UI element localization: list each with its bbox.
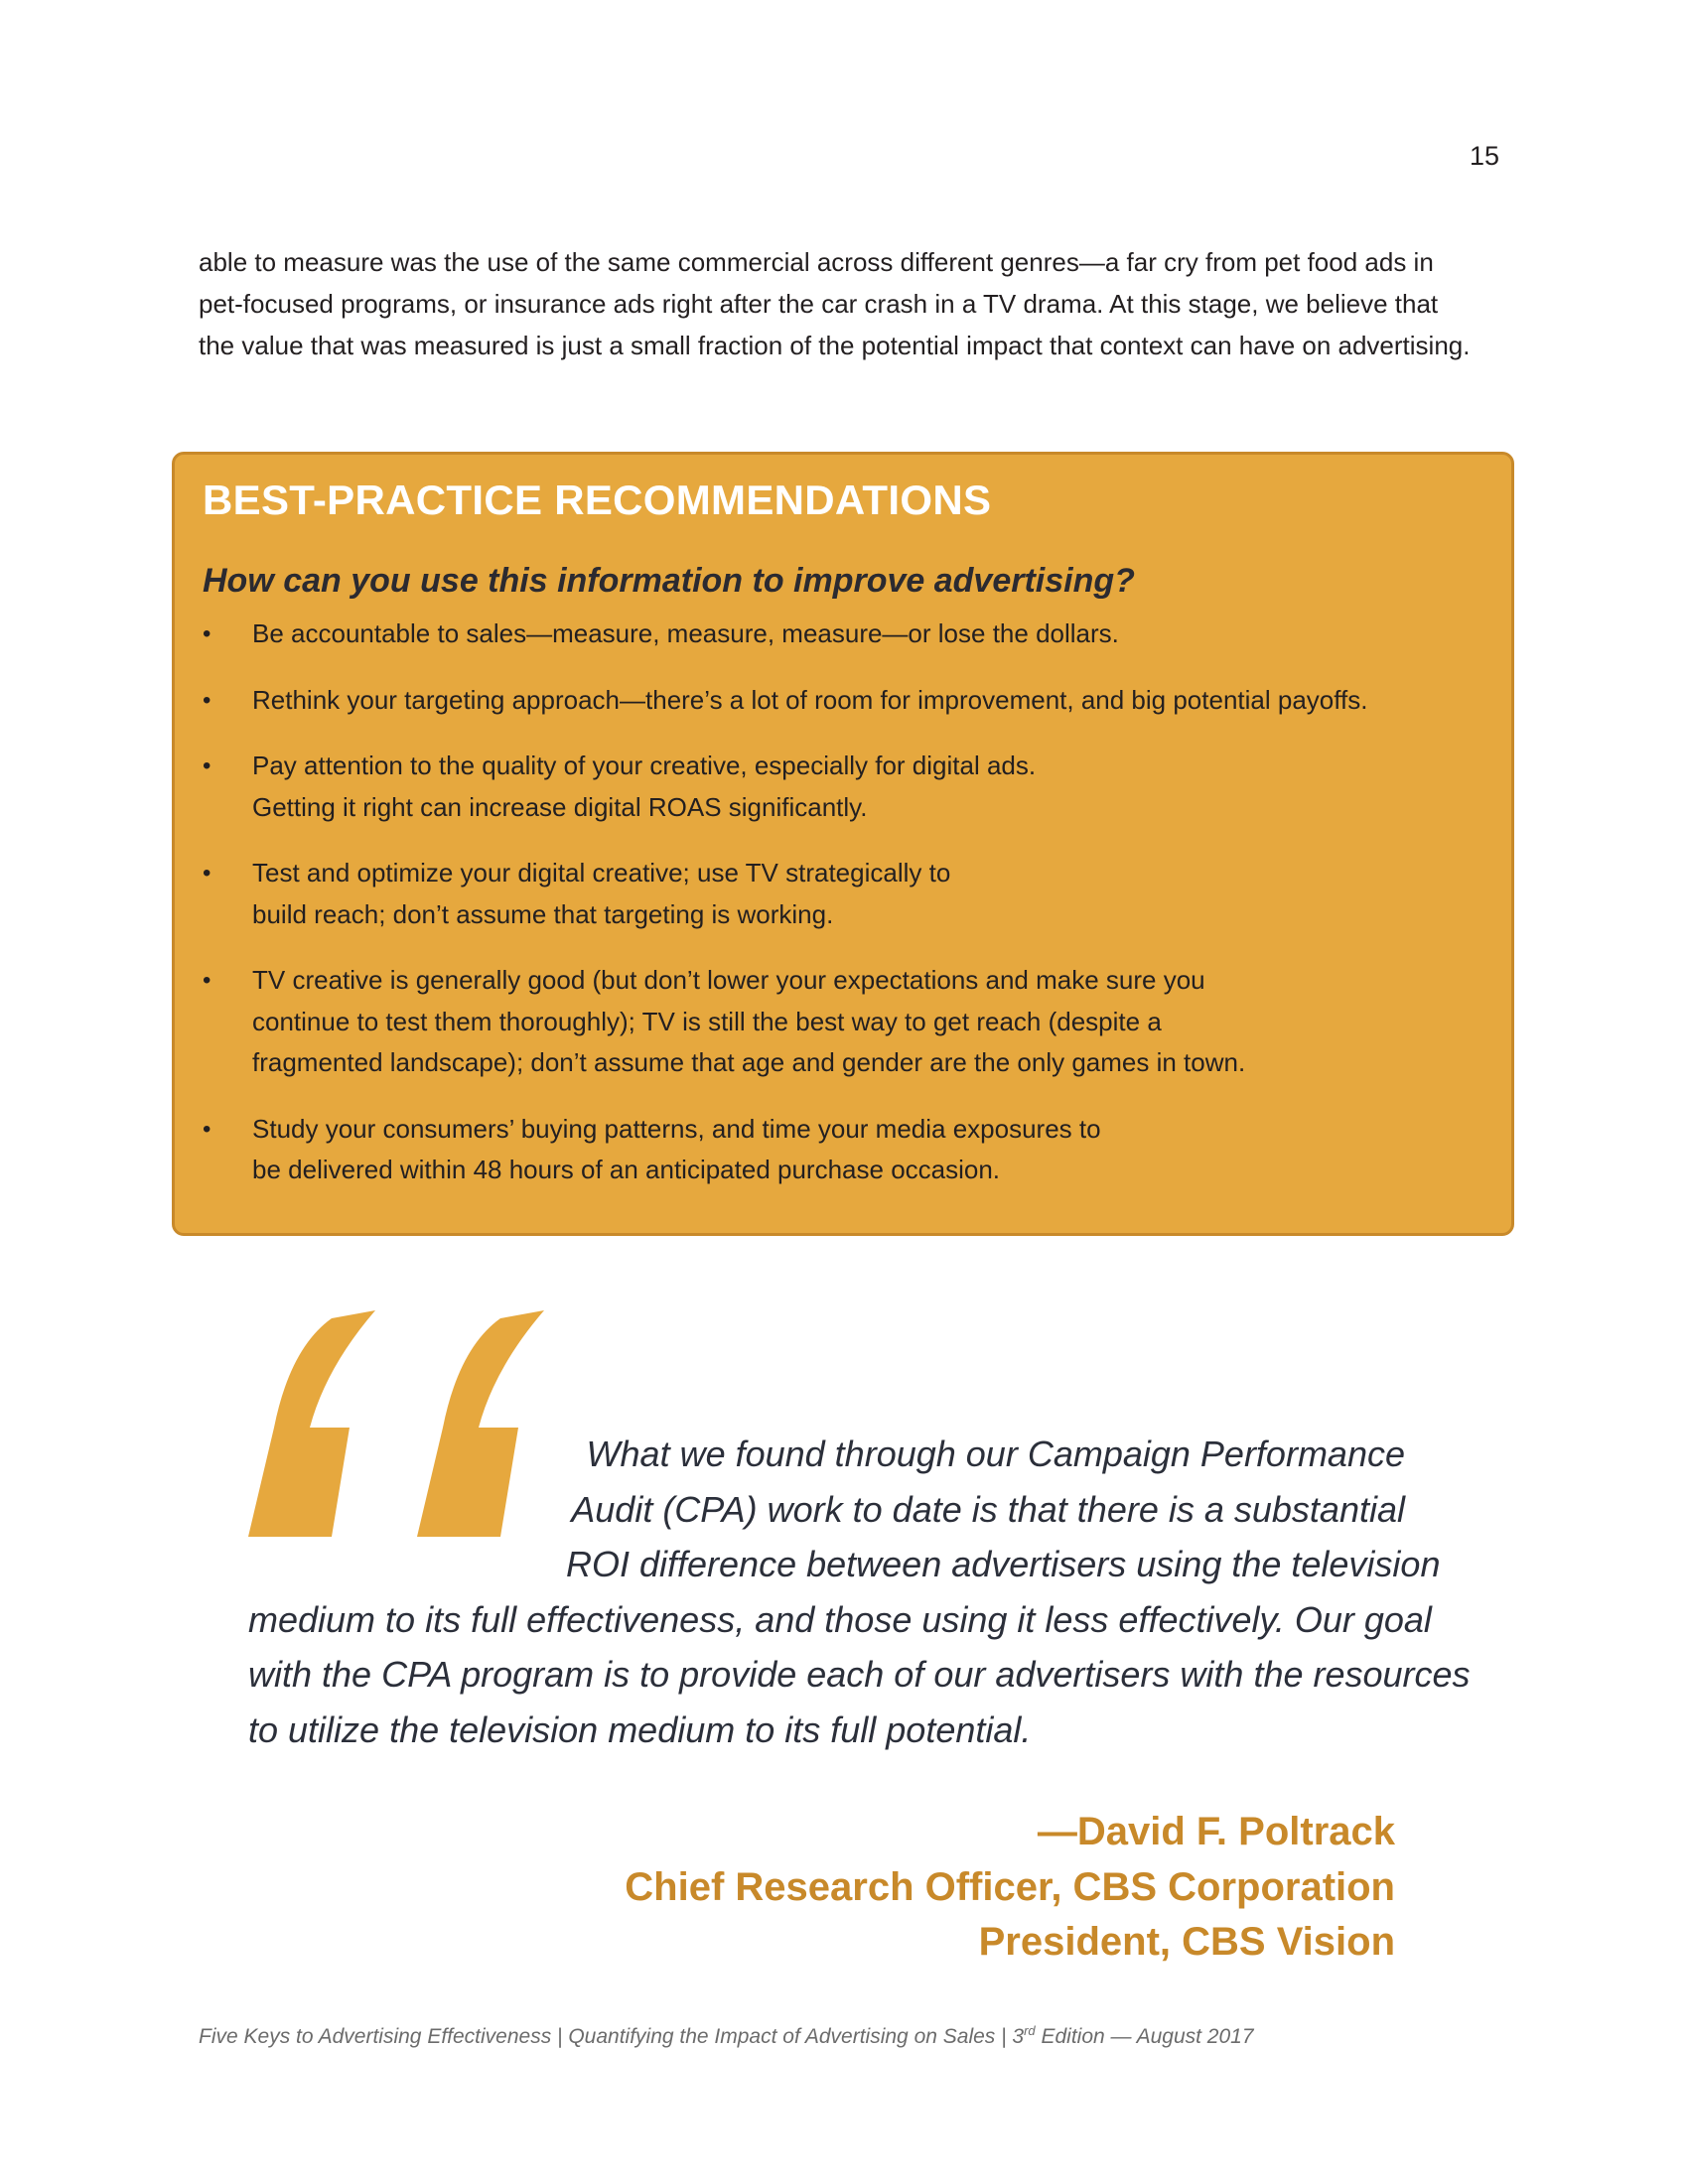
callout-question: How can you use this information to improve advertising? (203, 562, 1135, 600)
page-number: 15 (1469, 141, 1499, 171)
recommendation-line: continue to test them thoroughly); TV is still the best way to get reach (despite a (252, 1006, 1162, 1036)
recommendation-line: Study your consumers’ buying patterns, and time your media exposures to (252, 1113, 1101, 1144)
quote-attribution (496, 1805, 1395, 1971)
recommendation-item (203, 614, 1493, 655)
quote-line: ROI difference between advertisers using the television (566, 1544, 1441, 1584)
attribution-title: President, CBS Vision (978, 1920, 1395, 1964)
bullet-icon: • (203, 620, 211, 647)
intro-line: the value that was measured is just a small fraction of the potential impact that context can have on advertising. (199, 331, 1471, 360)
quote-line: medium to its full effectiveness, and those using it less effectively. Our goal (248, 1598, 1432, 1640)
recommendation-line: Rethink your targeting approach—there’s a lot of room for improvement, and big potential payoffs. (252, 684, 1368, 715)
intro-line: pet-focused programs, or insurance ads right after the car crash in a TV drama. At this stage, we believe that (199, 289, 1439, 319)
callout-title: BEST-PRACTICE RECOMMENDATIONS (203, 477, 992, 523)
recommendation-item (203, 960, 1493, 1084)
bullet-icon: • (203, 1115, 211, 1143)
pull-quote (248, 1427, 1471, 1757)
recommendation-line: TV creative is generally good (but don’t lower your expectations and make sure you (252, 965, 1205, 995)
bullet-icon: • (203, 752, 211, 779)
quote-line: What we found through our Campaign Performance (586, 1433, 1405, 1474)
quote-line: with the CPA program is to provide each of our advertisers with the resources (248, 1654, 1471, 1695)
bullet-icon: • (203, 967, 211, 994)
attribution-name: —David F. Poltrack (1037, 1810, 1395, 1853)
recommendation-line: Pay attention to the quality of your creative, especially for digital ads. (252, 751, 1037, 780)
best-practice-callout (172, 452, 1514, 1236)
attribution-title: Chief Research Officer, CBS Corporation (625, 1864, 1395, 1909)
intro-paragraph (199, 241, 1501, 366)
quote-line: to utilize the television medium to its full potential. (248, 1708, 1032, 1750)
recommendation-item (203, 1109, 1493, 1191)
recommendation-line: Getting it right can increase digital ROAS significantly. (252, 791, 868, 822)
recommendation-line: be delivered within 48 hours of an anticipated purchase occasion. (252, 1155, 1001, 1184)
recommendation-list (203, 614, 1493, 1216)
page-footer (199, 2023, 1489, 2049)
recommendation-item (203, 853, 1493, 935)
footer-text: Edition — August 2017 (1035, 2025, 1254, 2048)
footer-text: Five Keys to Advertising Effectiveness | Quantifying the Impact of Advertising on Sales | 3 (199, 2025, 1025, 2048)
recommendation-line: build reach; don’t assume that targeting is working. (252, 898, 834, 929)
footer-superscript: rd (1024, 2023, 1036, 2038)
bullet-icon: • (203, 686, 211, 714)
recommendation-line: Be accountable to sales—measure, measure, measure—or lose the dollars. (252, 618, 1119, 648)
recommendation-line: fragmented landscape); don’t assume that age and gender are the only games in town. (252, 1047, 1246, 1077)
recommendation-line: Test and optimize your digital creative; use TV strategically to (252, 858, 951, 887)
quote-line: Audit (CPA) work to date is that there is a substantial (571, 1488, 1405, 1530)
intro-line: able to measure was the use of the same commercial across different genres—a far cry from pet food ads in (199, 247, 1434, 277)
recommendation-item (203, 746, 1493, 828)
recommendation-item (203, 680, 1493, 722)
bullet-icon: • (203, 860, 211, 887)
